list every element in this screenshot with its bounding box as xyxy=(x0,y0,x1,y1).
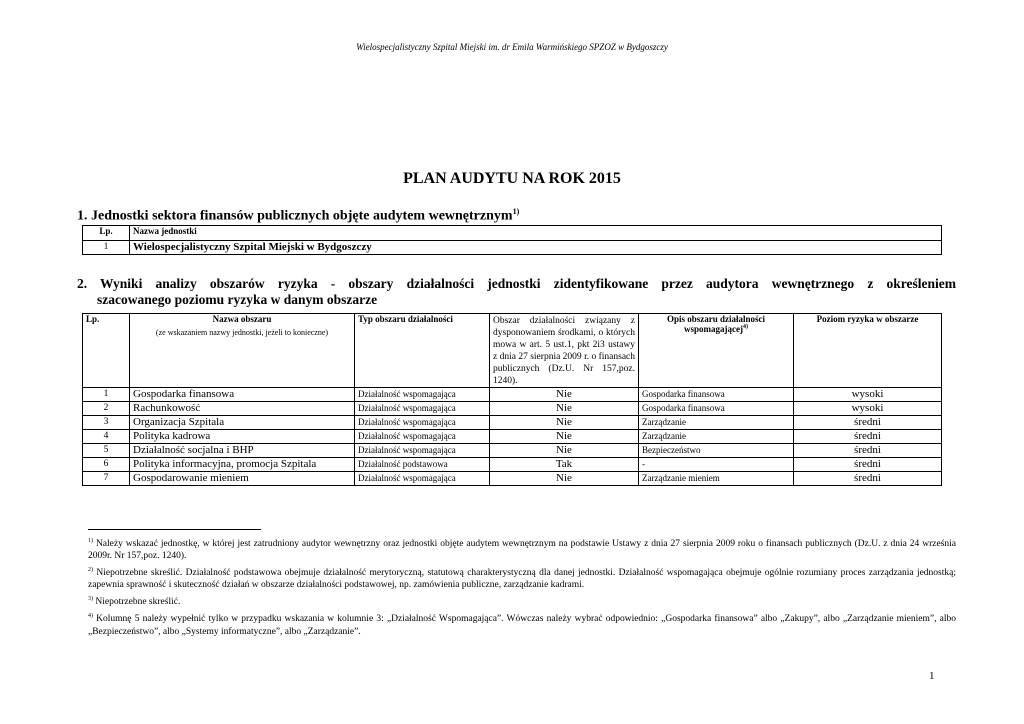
footnote xyxy=(88,535,956,562)
table-row xyxy=(83,458,942,472)
risk-col-name-label: Nazwa obszaru xyxy=(212,314,272,324)
cell-name: Polityka kadrowa xyxy=(130,430,355,444)
cell-name: Polityka informacyjna, promocja Szpitala xyxy=(130,458,355,472)
risk-col-lp: Lp. xyxy=(83,314,130,388)
risk-col-name xyxy=(130,314,355,388)
cell-name: Działalność socjalna i BHP xyxy=(130,444,355,458)
cell-opis: - xyxy=(639,458,794,472)
cell-poziom: średni xyxy=(794,472,942,486)
footnote-text: Należy wskazać jednostkę, w której jest zatrudniony audytor wewnętrzny oraz jednostki objęte audytem wewnętrznym na podstawie Ustawy z dnia 27 sierpnia 2009 roku o finansach publicznych (Dz.U. z dnia 24 września 2009r. Nr 157,poz. 1240). xyxy=(88,539,957,562)
footnote-text: Kolumnę 5 należy wypełnić tylko w przypadku wskazania w kolumnie 3: „Działalność Wspomagająca”. Wówczas należy wybrać odpowiednio: „Gospodarka finansowa” albo „Zakupy”, albo „Zarządzanie mieniem”, albo „Bezpieczeństwo”, albo „Systemy informatyczne”, albo „Zarządzanie”. xyxy=(88,614,956,637)
cell-obszar: Nie xyxy=(490,416,639,430)
footnotes xyxy=(88,535,956,640)
risk-col-opis xyxy=(639,314,794,388)
cell-type: Działalność podstawowa xyxy=(355,458,490,472)
table-row xyxy=(83,388,942,402)
cell-poziom: średni xyxy=(794,416,942,430)
footnote-text: Niepotrzebne skreślić. Działalność podstawowa obejmuje działalność merytoryczną, statutową charakterystyczną dla danej jednostki. Działalność wspomagająca obejmuje ogólnie rozumiany proces zarządzania jednostką; zapewnia sprawność i skuteczność działań w obszarze działalności podstawowej, np. zamówienia publiczne, zarządzanie kadrami. xyxy=(88,568,956,591)
cell-opis: Gospodarka finansowa xyxy=(639,388,794,402)
footnote-mark: 3) xyxy=(88,596,93,603)
section2-heading xyxy=(77,276,956,308)
cell-type: Działalność wspomagająca xyxy=(355,444,490,458)
table-row xyxy=(83,472,942,486)
footnote-mark: 1) xyxy=(88,538,93,544)
cell-opis: Gospodarka finansowa xyxy=(639,402,794,416)
cell-type: Działalność wspomagająca xyxy=(355,416,490,430)
table-row xyxy=(83,241,942,255)
footnote-mark: 4) xyxy=(88,613,93,620)
cell-type: Działalność wspomagająca xyxy=(355,472,490,486)
table-row xyxy=(83,430,942,444)
risk-col-obszar: Obszar działalności związany z dysponowaniem środkami, o których mowa w art. 5 ust.1, pkt 2i3 ustawy z dnia 27 sierpnia 2009 r. o finansach publicznych (Dz.U. Nr 157,poz. 1240). xyxy=(490,314,639,388)
cell-name: Gospodarowanie mieniem xyxy=(130,472,355,486)
cell-lp: 3 xyxy=(83,416,130,430)
cell-poziom: średni xyxy=(794,458,942,472)
cell-type: Działalność wspomagająca xyxy=(355,402,490,416)
footnote xyxy=(88,564,956,591)
cell-opis: Zarządzanie mieniem xyxy=(639,472,794,486)
risk-col-name-sub: (ze wskazaniem nazwy jednostki, jeżeli to konieczne) xyxy=(155,328,329,337)
footnote-text: Niepotrzebne skreślić. xyxy=(95,597,181,608)
cell-obszar: Nie xyxy=(490,430,639,444)
cell-lp: 1 xyxy=(83,388,130,402)
footnote-mark: 2) xyxy=(88,567,93,574)
risk-col-poziom: Poziom ryzyka w obszarze xyxy=(794,314,942,388)
section1-footnote-ref: 1) xyxy=(512,207,520,216)
units-table xyxy=(82,225,942,255)
cell-lp: 5 xyxy=(83,444,130,458)
document-header: Wielospecjalistyczny Szpital Miejski im. dr Emila Warmińskiego SPZOZ w Bydgoszczy xyxy=(356,42,668,52)
section1-heading xyxy=(77,207,519,225)
cell-type: Działalność wspomagająca xyxy=(355,388,490,402)
table-row xyxy=(83,416,942,430)
cell-name: Gospodarka finansowa xyxy=(130,388,355,402)
cell-poziom: średni xyxy=(794,430,942,444)
section1-heading-text: 1. Jednostki sektora finansów publicznych objęte audytem wewnętrznym xyxy=(77,208,513,224)
cell-lp: 4 xyxy=(83,430,130,444)
cell-obszar: Nie xyxy=(490,444,639,458)
cell-name: Organizacja Szpitala xyxy=(130,416,355,430)
page-number: 1 xyxy=(929,670,935,682)
footnote xyxy=(88,593,956,608)
units-cell-name: Wielospecjalistyczny Szpital Miejski w Bydgoszczy xyxy=(130,241,942,255)
table-row xyxy=(83,402,942,416)
cell-poziom: wysoki xyxy=(794,402,942,416)
section2-heading-line2: szacowanego poziomu ryzyka w danym obszarze xyxy=(97,292,378,307)
footnote-separator xyxy=(88,529,261,530)
cell-lp: 7 xyxy=(83,472,130,486)
cell-lp: 6 xyxy=(83,458,130,472)
footnote xyxy=(88,610,956,637)
cell-obszar: Nie xyxy=(490,388,639,402)
units-col-lp: Lp. xyxy=(83,226,130,241)
cell-poziom: wysoki xyxy=(794,388,942,402)
risk-col-opis-label: Opis obszaru działalności wspomagającej xyxy=(666,314,765,334)
cell-type: Działalność wspomagająca xyxy=(355,430,490,444)
cell-opis: Zarządzanie xyxy=(639,416,794,430)
cell-obszar: Tak xyxy=(490,458,639,472)
units-col-name: Nazwa jednostki xyxy=(130,226,942,241)
risk-col-opis-footnote-ref: 4) xyxy=(743,324,748,330)
cell-obszar: Nie xyxy=(490,472,639,486)
cell-opis: Zarządzanie xyxy=(639,430,794,444)
section2-heading-line1: 2. Wyniki analizy obszarów ryzyka - obszary działalności jednostki zidentyfikowane przez audytora wewnętrznego z określeniem xyxy=(77,276,956,291)
risk-col-type: Typ obszaru działalności xyxy=(355,314,490,388)
cell-lp: 2 xyxy=(83,402,130,416)
table-row xyxy=(83,444,942,458)
document-title: PLAN AUDYTU NA ROK 2015 xyxy=(403,170,621,187)
cell-obszar: Nie xyxy=(490,402,639,416)
cell-poziom: średni xyxy=(794,444,942,458)
cell-name: Rachunkowość xyxy=(130,402,355,416)
cell-opis: Bezpieczeństwo xyxy=(639,444,794,458)
risk-areas-table xyxy=(82,313,942,486)
units-cell-lp: 1 xyxy=(83,241,130,255)
